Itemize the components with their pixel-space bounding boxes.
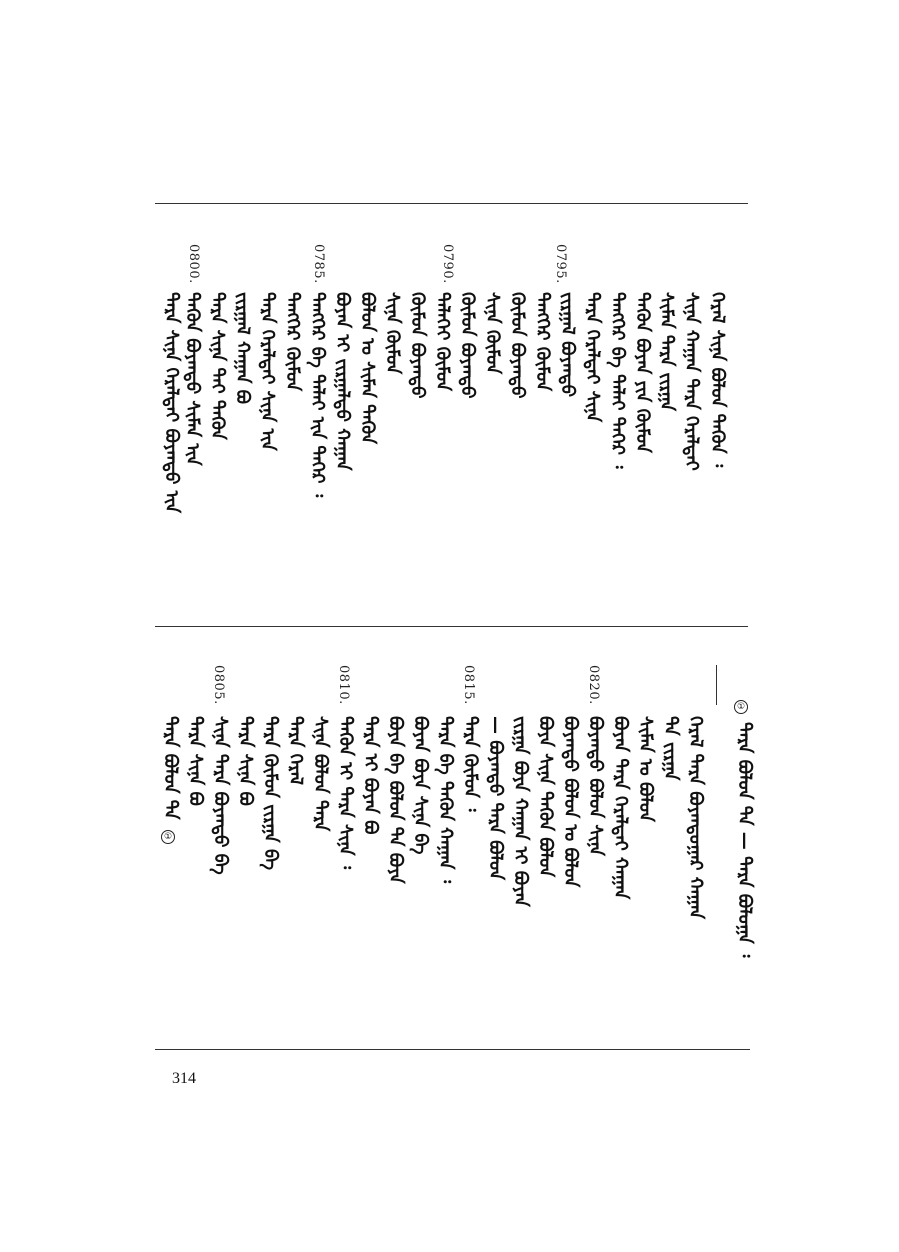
- text-line: ᠳᠡᠯᠡᠬᠡᠢ ᠬᠦᠮᠦᠨ: [432, 292, 453, 392]
- text-line: ᠲᠡᠷᠡ ᠭᠡᠷᠡᠯᠲᠡᠢ ᠰᠢᠨᠡ ᠢᠨ: [257, 292, 278, 451]
- text-line: ᠲᠡᠷᠡ ᠪᠤᠯᠤᠨ ᠲᠠ: [160, 716, 181, 820]
- text-line: ᠪᠤᠶᠠᠨᠲᠤ ᠪᠤᠯᠤᠨ ᠰᠢᠨᠡ: [585, 716, 606, 856]
- line-number: 0810.: [336, 665, 351, 705]
- text-line: ᠲᠡᠩᠭᠡᠷ ᠬᠦᠮᠦᠨ: [532, 292, 553, 392]
- text-line: ᠪᠤᠶᠠᠨ ᠪᠤᠶᠠ ᠰᠢᠨᠡ ᠪᠡ: [410, 716, 431, 855]
- text-line: ᠭᠡᠷᠡᠯ ᠰᠢᠨᠡ ᠪᠤᠯᠤᠨ ᠲᠡᠭᠦᠨ ᠄: [707, 292, 728, 468]
- text-line: ᠬᠦᠮᠦᠨ ᠪᠤᠶᠠᠨᠲᠤ: [507, 292, 528, 399]
- text-line: ᠵᠢᠷᠭᠠ ᠪᠤᠶᠠ ᠬᠠᠭᠠᠨ ᠢ ᠪᠤᠶᠠᠨ: [510, 716, 531, 907]
- text-line: ᠰᠢᠨᠡ ᠬᠦᠮᠦᠨ: [382, 292, 403, 375]
- footnote-reference-marker: ①: [161, 830, 175, 844]
- text-line: ᠵᠢᠷᠭᠠᠯ ᠪᠤᠶᠠᠨᠲᠤ: [557, 292, 578, 398]
- text-line: ᠪᠤᠶᠠ ᠰᠢᠨᠡ ᠲᠡᠭᠦᠨ ᠪᠤᠯᠤᠨ: [535, 716, 556, 878]
- text-line: ᠰᠢᠨᠡ ᠪᠤᠯᠤᠨ ᠲᠡᠷᠡ: [310, 716, 331, 832]
- page-number: 314: [172, 1070, 196, 1087]
- footnote-text: ᠲᠡᠷᠡ ᠪᠤᠯᠤᠨ ᠲᠠ — ᠲᠡᠷᠡ ᠪᠤᠯᠤᠭᠠ ᠄: [734, 722, 755, 958]
- text-line: ᠲᠡᠭᠦᠨ ᠪᠤᠶᠠᠨᠲᠤ ᠰᠢᠮᠡᠨ ᠢᠨ: [182, 292, 203, 466]
- line-number: 0790.: [440, 244, 455, 284]
- text-line: ᠲᠡᠷᠡ ᠰᠢᠨᠡ ᠭᠡᠷᠡᠯᠲᠡᠢ ᠪᠤᠶᠠᠨᠲᠤ ᠢᠨ: [161, 292, 182, 514]
- text-line: ᠲᠡᠩᠭᠡᠷ ᠪᠡ ᠳᠠᠯᠠᠢ ᠢᠨ ᠳᠡᠭᠡᠷ ᠄: [307, 292, 328, 498]
- text-line: ᠲᠡᠷᠡ ᠭᠡᠷᠡᠯᠲᠡᠢ ᠰᠢᠨᠡ: [582, 292, 603, 423]
- text-line: ᠪᠤᠶᠠᠨ ᠲᠡᠷᠡ ᠭᠡᠷᠡᠯᠲᠡᠢ ᠬᠠᠭᠠᠨ: [610, 716, 631, 900]
- text-line: ᠲᠡᠷᠡ ᠪᠡ ᠲᠡᠭᠦᠨ ᠬᠠᠭᠠᠨ ᠄: [435, 716, 456, 884]
- line-number: 0795.: [553, 244, 568, 284]
- footnote-rule: [716, 665, 717, 705]
- text-line: ᠪᠤᠶᠠ ᠪᠡ ᠪᠤᠯᠤᠨ ᠲᠡ ᠪᠤᠶᠠ: [385, 716, 406, 884]
- text-line: ᠪᠤᠶᠠᠨ ᠢ ᠵᠢᠷᠭᠠᠯᠲᠤ ᠬᠠᠭᠠᠨ: [332, 292, 353, 471]
- text-line: ᠰᠢᠮᠡᠨ ᠤ ᠪᠤᠯᠤᠨ: [635, 716, 656, 822]
- text-line: — ᠪᠤᠶᠠᠨᠲᠤ ᠲᠡᠷᠡ ᠪᠤᠯᠤᠨ: [485, 716, 506, 881]
- line-number: 0815.: [461, 665, 476, 705]
- text-line: ᠰᠢᠮᠡᠨ ᠲᠡᠷᠡ ᠵᠢᠷᠭᠠ: [656, 292, 677, 412]
- line-number: 0785.: [311, 244, 326, 284]
- text-line: ᠲᠡᠭᠦᠨ ᠢ ᠲᠡᠷᠡ ᠰᠢᠨᠡ ᠄: [335, 716, 356, 870]
- line-number: 0820.: [586, 665, 601, 705]
- text-line: ᠲᠡᠩᠭᠡᠷ ᠪᠡ ᠳᠠᠯᠠᠢ ᠳᠡᠭᠡᠷ ᠄: [607, 292, 628, 469]
- text-line: ᠲᠡᠷᠡ ᠰᠢᠨᠡ ᠪᠤ: [235, 716, 256, 806]
- text-line: ᠲᠡᠷᠡ ᠭᠡᠷᠡᠯ: [285, 716, 306, 785]
- text-line: ᠭᠡᠷᠡᠯ ᠲᠡᠷᠡ ᠪᠤᠶᠠᠨᠲᠤᠭᠠᠷ ᠬᠠᠭᠠᠨ: [685, 716, 706, 920]
- text-line: ᠪᠤᠯᠤᠨ ᠤ ᠰᠢᠮᠡᠨ ᠲᠡᠭᠦᠨ: [357, 292, 378, 445]
- footnote-marker: ①: [734, 700, 748, 714]
- text-line: ᠲᠡᠩᠭᠡᠷ ᠬᠦᠮᠦᠨ: [282, 292, 303, 392]
- line-number: 0800.: [186, 244, 201, 284]
- text-line: ᠰᠢᠨᠡ ᠬᠦᠮᠦᠨ: [482, 292, 503, 375]
- text-line: ᠰᠢᠨᠡ ᠬᠠᠭᠠᠨ ᠲᠡᠷᠡ ᠭᠡᠷᠡᠯᠲᠡᠢ: [681, 292, 702, 471]
- text-line: ᠬᠦᠮᠦᠨ ᠪᠤᠶᠠᠨᠲᠤ: [407, 292, 428, 399]
- text-line: ᠬᠦᠮᠦᠨ ᠪᠤᠶᠠᠨᠲᠤ: [457, 292, 478, 399]
- line-number: 0805.: [211, 665, 226, 705]
- text-line: ᠲᠡᠷᠡ ᠰᠢᠨᠡ ᠪᠤ: [185, 716, 206, 806]
- text-line: ᠲᠡᠷᠡ ᠬᠦᠮᠦᠨ ᠵᠢᠷᠭᠠ ᠪᠡ: [260, 716, 281, 871]
- text-line: ᠪᠤᠶᠠᠨᠲᠤ ᠪᠤᠯᠤᠨ ᠤ ᠪᠤᠯᠤᠨ: [560, 716, 581, 888]
- text-line: ᠲᠡᠷᠡ ᠬᠦᠮᠦᠨ ᠄: [460, 716, 481, 812]
- bottom-rule: [155, 1049, 750, 1050]
- text-line: ᠲᠡᠷᠡ ᠢ ᠪᠤᠶᠠᠨ ᠪᠤ: [360, 716, 381, 835]
- text-line: ᠲᠡᠷᠡ ᠰᠢᠨᠡ ᠲᠠᠢ ᠲᠡᠭᠦᠨ: [207, 292, 228, 440]
- text-line: ᠰᠢᠨᠡ ᠲᠡᠷᠡ ᠪᠤᠶᠠᠨᠲᠤ ᠪᠡ: [210, 716, 231, 875]
- text-line: ᠲᠡ ᠵᠢᠷᠭᠠ: [660, 716, 681, 781]
- text-line: ᠵᠢᠷᠭᠠᠯ ᠬᠠᠭᠠᠨ ᠪᠤ: [232, 292, 253, 405]
- text-line: ᠲᠡᠭᠦᠨ ᠪᠤᠶᠠᠨ ᠶᠢᠨ ᠬᠦᠮᠦᠨ: [632, 292, 653, 453]
